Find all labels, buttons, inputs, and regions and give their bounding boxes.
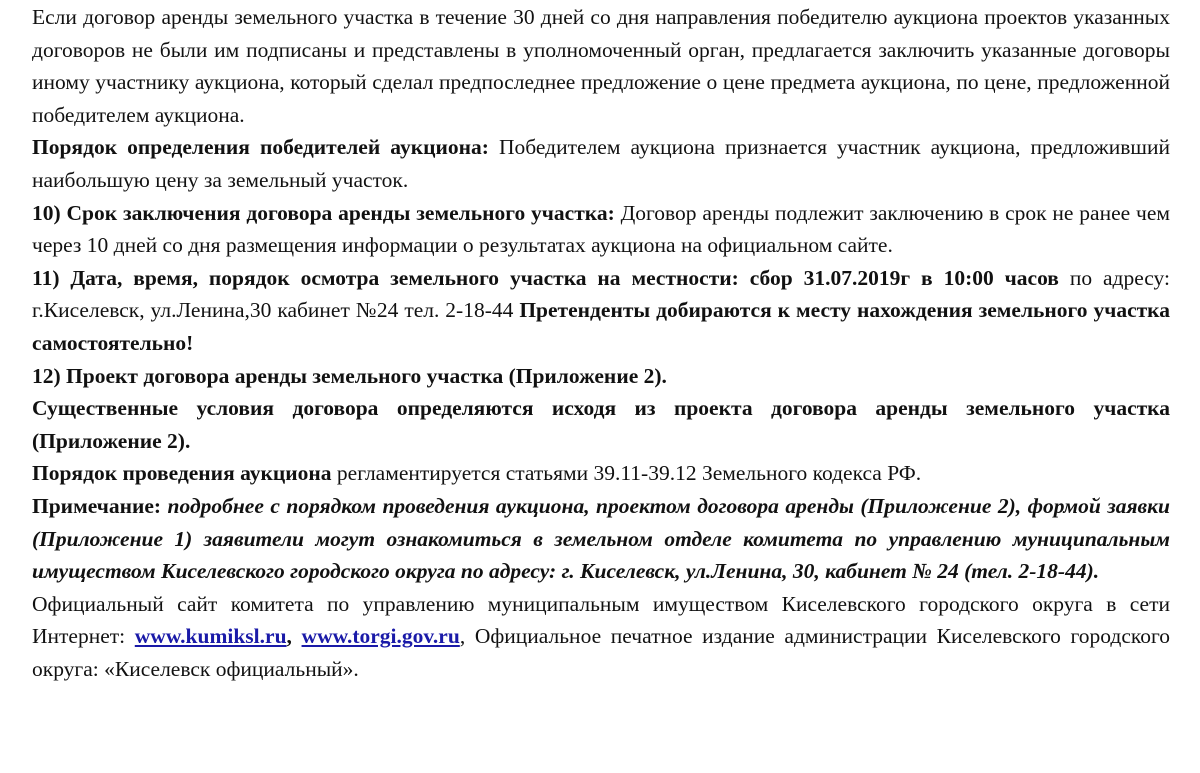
inspection-address: по адресу: г.Киселевск, ул.Ленина,30 кабинет №24 тел. 2-18-44 xyxy=(32,265,1171,323)
official-publication-text: , Официальное печатное издание администрации Киселевского городского округа: «Киселевск официальный». xyxy=(32,624,1171,681)
paragraph-auction-procedure xyxy=(32,457,1170,490)
paragraph-contract-signing xyxy=(32,1,1170,131)
link-torgi[interactable]: www.torgi.gov.ru xyxy=(301,624,460,649)
auction-procedure-text: регламентируется статьями 39.11-39.12 Земельного кодекса РФ. xyxy=(331,461,922,486)
paragraph-winner-determination xyxy=(32,131,1170,196)
winner-determination-text: Победителем аукциона признается участник аукциона, предложивший наибольшую цену за земельный участок. xyxy=(32,135,1170,192)
inspection-note: Претенденты добираются к месту нахождения земельного участка самостоятельно! xyxy=(32,298,1170,355)
paragraph-note xyxy=(32,490,1170,588)
paragraph-text: Если договор аренды земельного участка в течение 30 дней со дня направления победителю аукциона проектов указанных договоров не были им подписаны и представлены в уполномоченный орган, предлагается заключить указанные договоры иному участнику аукциона, который сделал предпоследнее предложение о цене предмета аукциона, по цене, предложенной победителем аукциона. xyxy=(32,5,1170,127)
paragraph-essential-terms: Существенные условия договора определяются исходя из проекта договора аренды земельного участка (Приложение 2). xyxy=(32,396,1170,453)
official-site-text: Официальный сайт комитета по управлению муниципальным имуществом Киселевского городского округа в сети Интернет: xyxy=(32,591,1170,649)
note-label: Примечание: xyxy=(32,493,162,518)
note-text: подробнее с порядком проведения аукциона, проектом договора аренды (Приложение 2), формой заявки (Приложение 1) заявители могут ознакомиться в земельном отделе комитета по управлению муниципальным имуществом Киселевского городского округа по адресу: г. Киселевск, ул.Ленина, 30, кабинет № 24 (тел. 2-18-44). xyxy=(32,493,1170,584)
link-kumiksl[interactable]: www.kumiksl.ru xyxy=(134,624,287,649)
winner-determination-label: Порядок определения победителей аукциона: xyxy=(32,135,489,160)
paragraph-draft-contract: 12) Проект договора аренды земельного участка (Приложение 2). xyxy=(32,363,667,388)
contract-term-label: 10) Срок заключения договора аренды земельного участка: xyxy=(32,200,615,225)
contract-term-text: Договор аренды подлежит заключению в срок не ранее чем через 10 дней со дня размещения информации о результатах аукциона на официальном сайте. xyxy=(32,200,1170,258)
paragraph-contract-term xyxy=(32,197,1170,262)
inspection-label: 11) Дата, время, порядок осмотра земельного участка на местности: сбор 31.07.2019г в 10:00 часов xyxy=(32,265,1059,290)
link-separator: , xyxy=(286,624,302,649)
auction-procedure-label: Порядок проведения аукциона xyxy=(32,461,332,486)
paragraph-inspection xyxy=(32,262,1170,360)
paragraph-official-site xyxy=(32,588,1170,686)
